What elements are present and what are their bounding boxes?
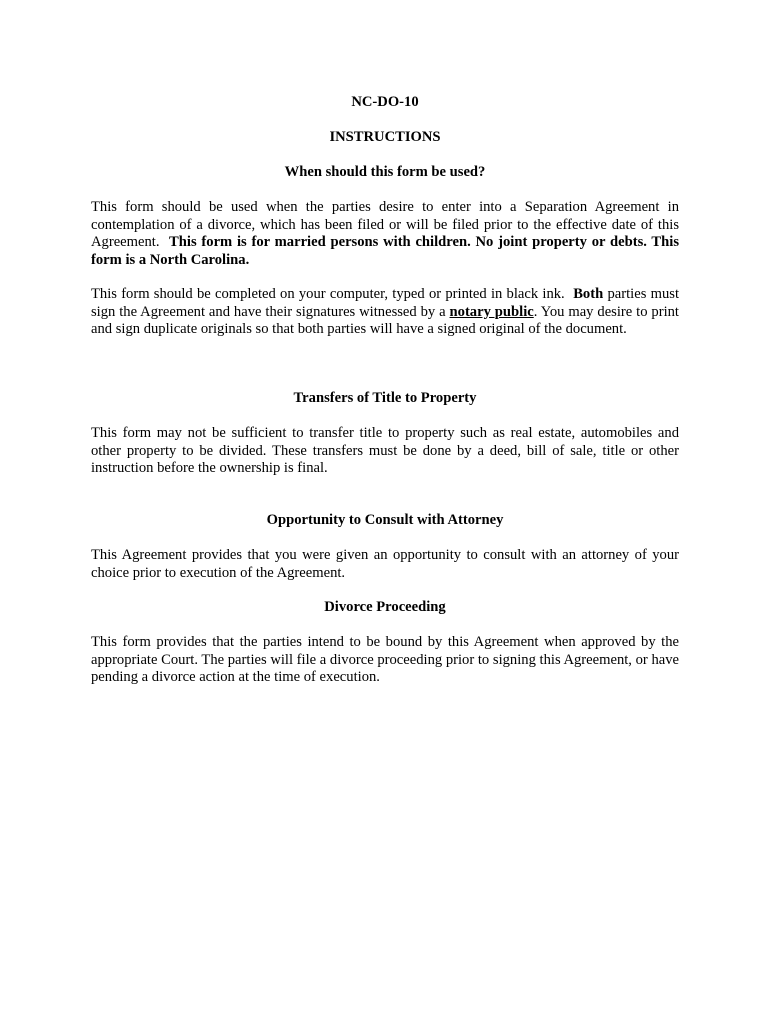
paragraph-text-a: This form should be completed on your computer, typed or printed in black ink. xyxy=(91,286,565,302)
document-page xyxy=(91,0,679,1024)
document-heading: INSTRUCTIONS xyxy=(329,129,441,145)
section-heading-consult: Opportunity to Consult with Attorney xyxy=(266,512,504,528)
paragraph-text: This form should be used when the parties desire to enter into a Separation Agreement in contemplation of a divorce, which has been filed or will be filed prior to the effective date of this Agreement. xyxy=(91,199,679,250)
paragraph-divorce: This form provides that the parties intend to be bound by this Agreement when approved by the appropriate Court. The parties will file a divorce proceeding prior to signing this Agreement, or have pending a divorce action at the time of execution. xyxy=(91,634,679,685)
paragraph-when-used-2 xyxy=(91,286,679,339)
paragraph-consult: This Agreement provides that you were given an opportunity to consult with an attorney of your choice prior to execution of the Agreement. xyxy=(91,547,679,581)
section-heading-transfers: Transfers of Title to Property xyxy=(293,390,477,406)
document-code: NC-DO-10 xyxy=(351,94,419,110)
paragraph-when-used-1 xyxy=(91,199,679,269)
paragraph-bold-both: Both xyxy=(573,286,604,302)
notary-public-term: notary public xyxy=(449,303,534,320)
paragraph-text-b: parties must sign the Agreement and have their signatures witnessed by a xyxy=(91,286,679,320)
paragraph-transfers: This form may not be sufficient to transfer title to property such as real estate, automobiles and other property to be divided. These transfers must be done by a deed, bill of sale, title or other instruction before the ownership is final. xyxy=(91,425,679,476)
section-heading-when-used: When should this form be used? xyxy=(284,164,486,180)
section-heading-divorce: Divorce Proceeding xyxy=(324,599,446,615)
paragraph-text-c: . You may desire to print and sign duplicate originals so that both parties will have a signed original of the document. xyxy=(91,303,679,337)
paragraph-bold-text: This form is for married persons with children. No joint property or debts. This form is a North Carolina. xyxy=(91,234,680,268)
